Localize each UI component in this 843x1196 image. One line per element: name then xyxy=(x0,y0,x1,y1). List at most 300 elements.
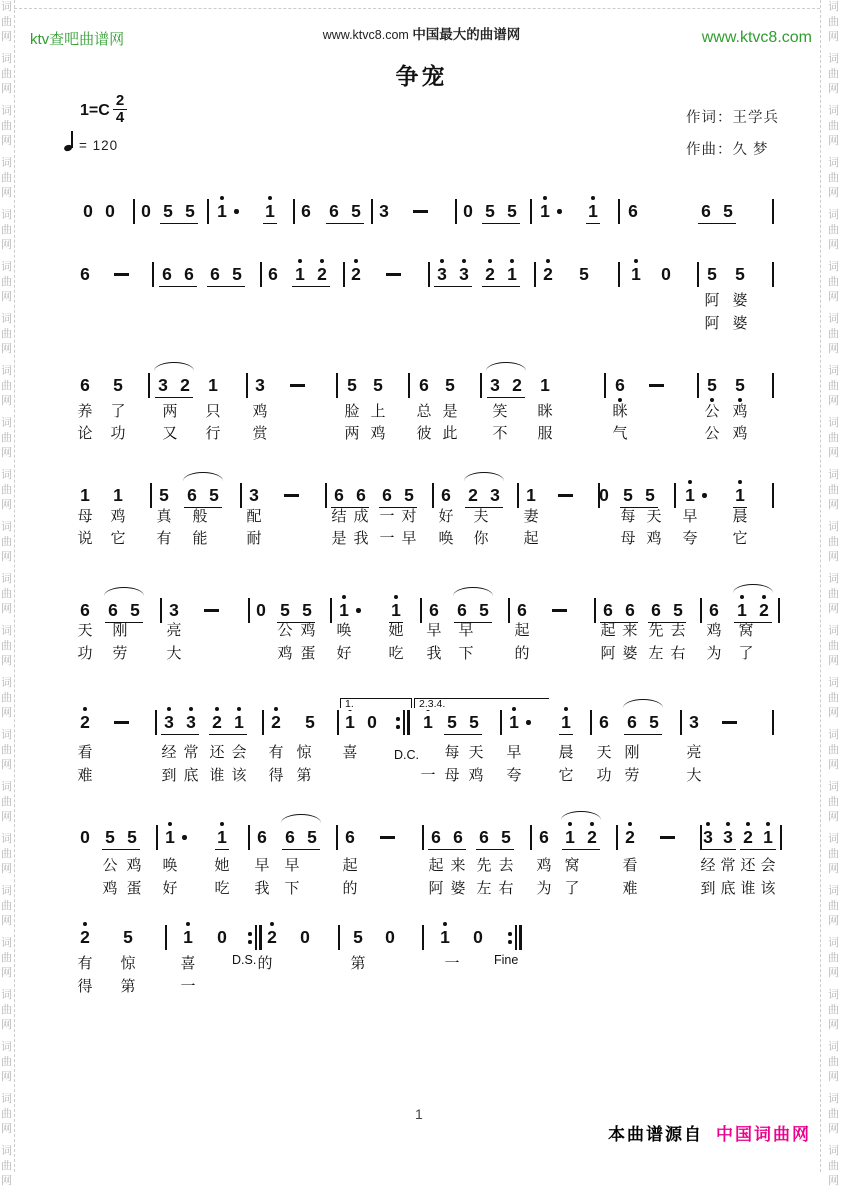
barline xyxy=(697,262,699,287)
lyric-syllable: 天 xyxy=(646,508,662,525)
slur xyxy=(623,699,663,708)
watermark-group xyxy=(0,156,13,201)
lyric-syllable: 底 xyxy=(183,767,199,784)
barline xyxy=(325,483,327,508)
augmentation-dot xyxy=(702,493,707,498)
watermark-char: 曲 xyxy=(1,172,12,184)
watermark-char: 曲 xyxy=(1,640,12,652)
lyric-syllable: 一 xyxy=(420,767,436,784)
beam-underline xyxy=(161,734,199,735)
note-digit: 1 xyxy=(423,712,433,732)
barline xyxy=(700,598,702,623)
duration-dash xyxy=(284,494,299,497)
augmentation-dot xyxy=(526,720,531,725)
note-digit: 3 xyxy=(169,600,179,620)
lyric-syllable: 是 xyxy=(442,403,458,420)
watermark-char: 网 xyxy=(1,395,12,407)
note-digit: 6 xyxy=(603,600,613,620)
watermark-char: 曲 xyxy=(828,172,839,184)
watermark-char: 词 xyxy=(1,885,12,897)
watermark-char: 词 xyxy=(828,157,839,169)
watermark-group xyxy=(0,0,13,45)
lyric-syllable: 结 xyxy=(331,508,347,525)
quarter-note-icon xyxy=(64,130,76,152)
watermark-char: 网 xyxy=(828,1123,839,1135)
watermark-group xyxy=(0,364,13,409)
watermark-char: 曲 xyxy=(1,900,12,912)
meter-numerator: 2 xyxy=(115,92,125,109)
watermark-char: 网 xyxy=(1,239,12,251)
watermark-char: 曲 xyxy=(1,588,12,600)
note-digit: 1 xyxy=(735,485,745,505)
watermark-char: 词 xyxy=(1,1041,12,1053)
lyric-syllable: 两 xyxy=(162,403,178,420)
barline xyxy=(530,199,532,224)
lyric-syllable: 成 xyxy=(353,508,369,525)
watermark-char: 词 xyxy=(1,365,12,377)
beam-underline xyxy=(155,397,193,398)
lyric-syllable: 有 xyxy=(77,955,93,972)
lyric-syllable: 不 xyxy=(492,425,508,442)
watermark-group xyxy=(0,832,13,877)
watermark-group xyxy=(0,52,13,97)
watermark-char: 曲 xyxy=(828,1108,839,1120)
barline xyxy=(616,825,618,850)
note-digit: 5 xyxy=(447,712,457,732)
lyric-syllable: 鸡 xyxy=(732,403,748,420)
note-digit: 3 xyxy=(437,264,447,284)
watermark-char: 曲 xyxy=(828,432,839,444)
duration-dash xyxy=(114,721,129,724)
barline xyxy=(534,262,536,287)
note-digit: 6 xyxy=(429,600,439,620)
lyric-syllable: 早 xyxy=(426,622,442,639)
lyric-syllable: 论 xyxy=(77,425,93,442)
lyric-syllable: 的 xyxy=(514,645,530,662)
lyric-syllable: 好 xyxy=(438,508,454,525)
octave-dot-above xyxy=(167,707,171,711)
lyric-syllable: 得 xyxy=(77,978,93,995)
beam-underline xyxy=(102,849,140,850)
watermark-char: 网 xyxy=(1,603,12,615)
note-stem xyxy=(71,131,73,148)
note-digit: 0 xyxy=(83,201,93,221)
note-digit: 2 xyxy=(80,927,90,947)
barline xyxy=(590,710,592,735)
volta-label: 2.3.4. xyxy=(419,698,446,710)
note-digit: 5 xyxy=(645,485,655,505)
lyric-syllable: 又 xyxy=(162,425,178,442)
watermark-group xyxy=(0,572,13,617)
watermark-char: 网 xyxy=(828,707,839,719)
lyric-syllable: 的 xyxy=(342,880,358,897)
watermark-char: 词 xyxy=(1,1,12,13)
octave-dot-above xyxy=(746,822,750,826)
note-digit: 2 xyxy=(317,264,327,284)
barline xyxy=(772,262,774,287)
note-digit: 3 xyxy=(459,264,469,284)
note-digit: 6 xyxy=(210,264,220,284)
barline xyxy=(155,710,157,735)
note-digit: 6 xyxy=(162,264,172,284)
barline xyxy=(480,373,482,398)
note-digit: 6 xyxy=(651,600,661,620)
barline xyxy=(165,925,167,950)
octave-dot-below xyxy=(618,398,622,402)
lyric-syllable: 妻 xyxy=(523,508,539,525)
slur xyxy=(464,472,504,481)
lyric-syllable: 鸡 xyxy=(102,880,118,897)
watermark-char: 网 xyxy=(1,759,12,771)
note-digit: 1 xyxy=(165,827,175,847)
barline xyxy=(680,710,682,735)
beam-underline xyxy=(292,286,330,287)
watermark-char: 词 xyxy=(1,625,12,637)
duration-dash xyxy=(558,494,573,497)
barline xyxy=(778,598,780,623)
note-digit: 1 xyxy=(507,264,517,284)
watermark-char: 曲 xyxy=(1,848,12,860)
note-digit: 5 xyxy=(707,264,717,284)
watermark-char: 曲 xyxy=(828,224,839,236)
lyric-syllable: 两 xyxy=(344,425,360,442)
lyric-syllable: 来 xyxy=(450,857,466,874)
lyric-syllable: 会 xyxy=(231,744,247,761)
watermark-char: 词 xyxy=(828,365,839,377)
note-digit: 0 xyxy=(256,600,266,620)
lyric-syllable: 早 xyxy=(506,744,522,761)
note-digit: 1 xyxy=(208,375,218,395)
lyric-syllable: 蛋 xyxy=(300,645,316,662)
lyric-syllable: 窝 xyxy=(564,857,580,874)
barline xyxy=(343,262,345,287)
beam-underline xyxy=(740,849,776,850)
watermark-char: 网 xyxy=(828,811,839,823)
barline xyxy=(420,598,422,623)
beam-underline xyxy=(326,223,364,224)
octave-dot-above xyxy=(726,822,730,826)
note-digit: 6 xyxy=(615,375,625,395)
watermark-char: 词 xyxy=(828,469,839,481)
note-digit: 3 xyxy=(490,375,500,395)
note-digit: 3 xyxy=(158,375,168,395)
lyric-syllable: 右 xyxy=(670,645,686,662)
note-digit: 6 xyxy=(628,201,638,221)
watermark-group xyxy=(827,520,840,565)
note-digit: 1 xyxy=(265,201,275,221)
watermark-char: 网 xyxy=(1,811,12,823)
octave-dot-above xyxy=(342,595,346,599)
lyric-syllable: 先 xyxy=(648,622,664,639)
slur xyxy=(183,472,223,481)
note-digit: 0 xyxy=(300,927,310,947)
note-digit: 3 xyxy=(249,485,259,505)
watermark-group xyxy=(0,988,13,1033)
barline xyxy=(772,373,774,398)
augmentation-dot xyxy=(182,835,187,840)
watermark-char: 曲 xyxy=(1,796,12,808)
note-digit: 3 xyxy=(379,201,389,221)
watermark-char: 网 xyxy=(828,239,839,251)
lyric-syllable: 功 xyxy=(77,645,93,662)
note-digit: 6 xyxy=(334,485,344,505)
lyric-syllable: 我 xyxy=(254,880,270,897)
lyric-syllable: 有 xyxy=(156,530,172,547)
note-digit: 0 xyxy=(599,485,609,505)
lyric-syllable: 功 xyxy=(110,425,126,442)
note-digit: 1 xyxy=(540,201,550,221)
footer-source-label: 本曲谱源自 xyxy=(608,1125,703,1144)
note-digit: 5 xyxy=(123,927,133,947)
lyric-syllable: 我 xyxy=(426,645,442,662)
lyric-syllable: 看 xyxy=(622,857,638,874)
watermark-char: 网 xyxy=(828,1175,839,1187)
watermark-char: 曲 xyxy=(828,536,839,548)
watermark-group xyxy=(0,312,13,357)
watermark-char: 词 xyxy=(828,313,839,325)
note-digit: 2 xyxy=(351,264,361,284)
beam-underline xyxy=(559,734,573,735)
note-digit: 2 xyxy=(212,712,222,732)
watermark-char: 曲 xyxy=(1,328,12,340)
octave-dot-above xyxy=(543,196,547,200)
watermark-group xyxy=(827,208,840,253)
note-digit: 5 xyxy=(479,600,489,620)
duration-dash xyxy=(722,721,737,724)
barline xyxy=(293,199,295,224)
watermark-char: 网 xyxy=(1,447,12,459)
lyric-syllable: 鸡 xyxy=(370,425,386,442)
lyric-syllable: 配 xyxy=(246,508,262,525)
barline xyxy=(604,373,606,398)
lyric-syllable: 功 xyxy=(596,767,612,784)
watermark-char: 网 xyxy=(828,551,839,563)
lyric-syllable: 第 xyxy=(120,978,136,995)
watermark-char: 网 xyxy=(828,863,839,875)
beam-underline xyxy=(624,734,662,735)
watermark-char: 词 xyxy=(1,105,12,117)
volta-label: 1. xyxy=(345,698,354,710)
note-digit: 6 xyxy=(257,827,267,847)
lyric-syllable: 亮 xyxy=(686,744,702,761)
note-digit: 6 xyxy=(80,600,90,620)
site-name-left: ktv查吧曲谱网 xyxy=(30,31,125,48)
watermark-char: 词 xyxy=(1,677,12,689)
lyric-syllable: 惊 xyxy=(120,955,136,972)
note-digit: 5 xyxy=(507,201,517,221)
augmentation-dot xyxy=(557,209,562,214)
watermark-char: 词 xyxy=(1,209,12,221)
octave-dot-above xyxy=(590,822,594,826)
barline xyxy=(133,199,135,224)
lyric-syllable: 第 xyxy=(350,955,366,972)
watermark-char: 曲 xyxy=(828,380,839,392)
watermark-char: 词 xyxy=(1,729,12,741)
note-digit: 1 xyxy=(561,712,571,732)
lyric-syllable: 我 xyxy=(353,530,369,547)
watermark-char: 曲 xyxy=(828,796,839,808)
watermark-char: 网 xyxy=(828,343,839,355)
note-digit: 1 xyxy=(526,485,536,505)
barline xyxy=(432,483,434,508)
lyric-syllable: 它 xyxy=(732,530,748,547)
watermark-char: 网 xyxy=(1,863,12,875)
note-digit: 3 xyxy=(186,712,196,732)
note-digit: 5 xyxy=(445,375,455,395)
octave-dot-above xyxy=(510,259,514,263)
augmentation-dot xyxy=(356,608,361,613)
barline xyxy=(530,825,532,850)
watermark-char: 词 xyxy=(1,833,12,845)
watermark-char: 曲 xyxy=(828,120,839,132)
lyric-syllable: 劳 xyxy=(112,645,128,662)
note-digit: 5 xyxy=(185,201,195,221)
note-digit: 6 xyxy=(184,264,194,284)
octave-dot-above xyxy=(354,259,358,263)
lyric-syllable: 去 xyxy=(670,622,686,639)
lyric-syllable: 早 xyxy=(401,530,417,547)
watermark-group xyxy=(0,676,13,721)
octave-dot-above xyxy=(320,259,324,263)
duration-dash xyxy=(380,836,395,839)
watermark-group xyxy=(827,104,840,149)
repeat-barline xyxy=(515,925,517,950)
barline xyxy=(338,925,340,950)
lyric-syllable: 阿 xyxy=(600,645,616,662)
lyric-syllable: 得 xyxy=(268,767,284,784)
watermark-char: 网 xyxy=(828,1019,839,1031)
watermark-char: 曲 xyxy=(828,484,839,496)
watermark-char: 曲 xyxy=(1,1160,12,1172)
watermark-group xyxy=(827,156,840,201)
note-digit: 0 xyxy=(661,264,671,284)
barline xyxy=(772,710,774,735)
lyric-syllable: 眯 xyxy=(537,403,553,420)
watermark-char: 词 xyxy=(828,833,839,845)
note-digit: 5 xyxy=(723,201,733,221)
note-digit: 1 xyxy=(391,600,401,620)
watermark-char: 网 xyxy=(1,31,12,43)
octave-dot-above xyxy=(706,822,710,826)
octave-dot-above xyxy=(443,922,447,926)
watermark-char: 网 xyxy=(828,395,839,407)
watermark-char: 词 xyxy=(828,209,839,221)
watermark-char: 词 xyxy=(1,53,12,65)
note-digit: 1 xyxy=(540,375,550,395)
watermark-group xyxy=(827,1092,840,1137)
lyric-syllable: 了 xyxy=(564,880,580,897)
note-digit: 0 xyxy=(80,827,90,847)
watermark-group xyxy=(827,1040,840,1085)
repeat-barline-thick xyxy=(259,925,262,950)
barline xyxy=(262,710,264,735)
watermark-char: 词 xyxy=(828,573,839,585)
note-digit: 3 xyxy=(689,712,699,732)
note-digit: 5 xyxy=(130,600,140,620)
note-digit: 6 xyxy=(431,827,441,847)
key-signature: 1=C xyxy=(80,102,110,119)
barline xyxy=(408,373,410,398)
song-title: 争宠 xyxy=(395,63,448,89)
note-digit: 6 xyxy=(599,712,609,732)
note-digit: 1 xyxy=(217,827,227,847)
lyric-syllable: 母 xyxy=(77,508,93,525)
marker-label: D.S. xyxy=(232,953,257,967)
octave-dot-above xyxy=(564,707,568,711)
lyric-syllable: 母 xyxy=(444,767,460,784)
lyric-syllable: 能 xyxy=(192,530,208,547)
lyric-syllable: 天 xyxy=(468,744,484,761)
beam-underline xyxy=(434,286,472,287)
beam-underline xyxy=(698,223,736,224)
watermark-char: 词 xyxy=(828,1093,839,1105)
watermark-group xyxy=(0,728,13,773)
note-digit: 1 xyxy=(509,712,519,732)
octave-dot-above xyxy=(628,822,632,826)
repeat-dot xyxy=(248,932,252,936)
note-digit: 1 xyxy=(631,264,641,284)
watermark-char: 网 xyxy=(1,499,12,511)
lyric-syllable: 每 xyxy=(620,508,636,525)
note-digit: 2 xyxy=(180,375,190,395)
watermark-char: 曲 xyxy=(1,276,12,288)
beam-underline xyxy=(444,734,482,735)
barline xyxy=(455,199,457,224)
note-digit: 5 xyxy=(735,264,745,284)
watermark-group xyxy=(0,520,13,565)
note-digit: 1 xyxy=(685,485,695,505)
note-digit: 6 xyxy=(479,827,489,847)
repeat-barline xyxy=(403,710,405,735)
lyric-syllable: 难 xyxy=(77,767,93,784)
lyric-syllable: 她 xyxy=(388,622,404,639)
note-digit: 5 xyxy=(127,827,137,847)
lyric-syllable: 夸 xyxy=(682,530,698,547)
watermark-group xyxy=(0,260,13,305)
lyric-syllable: 上 xyxy=(370,403,386,420)
beam-underline xyxy=(586,223,600,224)
watermark-group xyxy=(827,676,840,721)
lyric-syllable: 第 xyxy=(296,767,312,784)
note-digit: 6 xyxy=(329,201,339,221)
lyric-syllable: 该 xyxy=(760,880,776,897)
octave-dot-above xyxy=(298,259,302,263)
octave-dot-above xyxy=(270,922,274,926)
right-dashed-border xyxy=(820,0,821,1172)
lyric-syllable: 喜 xyxy=(180,955,196,972)
watermark-char: 网 xyxy=(1,707,12,719)
octave-dot-above xyxy=(591,196,595,200)
note-digit: 2 xyxy=(587,827,597,847)
duration-dash xyxy=(386,273,401,276)
watermark-group xyxy=(0,1092,13,1137)
barline xyxy=(594,598,596,623)
watermark-group xyxy=(827,312,840,357)
note-digit: 2 xyxy=(468,485,478,505)
watermark-char: 网 xyxy=(828,759,839,771)
watermark-char: 词 xyxy=(1,937,12,949)
lyric-syllable: 早 xyxy=(254,857,270,874)
note-digit: 2 xyxy=(625,827,635,847)
lyric-syllable: 鸡 xyxy=(110,508,126,525)
duration-dash xyxy=(552,609,567,612)
lyric-syllable: 早 xyxy=(682,508,698,525)
octave-dot-above xyxy=(740,595,744,599)
top-dashed-border xyxy=(14,8,820,9)
watermark-char: 词 xyxy=(1,157,12,169)
watermark-char: 曲 xyxy=(1,1108,12,1120)
note-digit: 6 xyxy=(108,600,118,620)
